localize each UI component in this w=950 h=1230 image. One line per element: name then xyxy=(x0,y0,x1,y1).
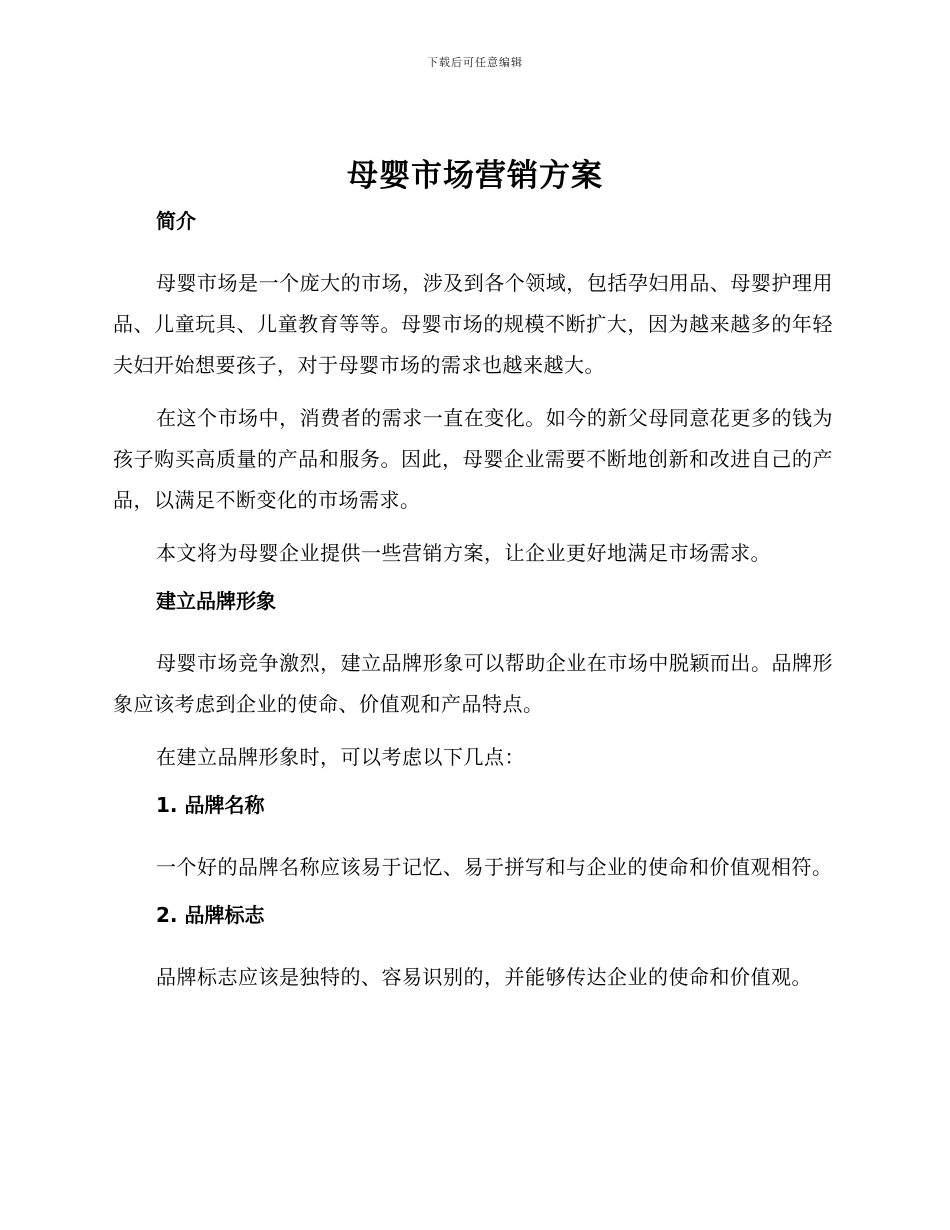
document-body xyxy=(113,206,833,998)
paragraph-brand-logo: 品牌标志应该是独特的、容易识别的，并能够传达企业的使命和价值观。 xyxy=(156,965,812,989)
paragraph-intro-3: 本文将为母婴企业提供一些营销方案，让企业更好地满足市场需求。 xyxy=(156,541,771,565)
document-title: 母婴市场营销方案 xyxy=(347,158,603,194)
paragraph-brand-1: 母婴市场竞争激烈，建立品牌形象可以帮助企业在市场中脱颖而出。品牌形象应该考虑到企业的使命、价值观和产品特点。 xyxy=(113,651,833,716)
paragraph-brand-2: 在建立品牌形象时，可以考虑以下几点： xyxy=(156,745,525,769)
section-heading-brand: 建立品牌形象 xyxy=(156,589,276,613)
subheading-brand-name: 1. 品牌名称 xyxy=(156,793,265,817)
paragraph-intro-1: 母婴市场是一个庞大的市场，涉及到各个领域，包括孕妇用品、母婴护理用品、儿童玩具、儿童教育等等。母婴市场的规模不断扩大，因为越来越多的年轻夫妇开始想要孩子，对于母婴市场的需求也越来越大。 xyxy=(113,271,833,377)
header-note: 下载后可任意编辑 xyxy=(427,56,523,69)
subheading-brand-logo: 2. 品牌标志 xyxy=(156,903,265,927)
section-heading-intro: 简介 xyxy=(156,209,196,233)
paragraph-intro-2: 在这个市场中，消费者的需求一直在变化。如今的新父母同意花更多的钱为孩子购买高质量的产品和服务。因此，母婴企业需要不断地创新和改进自己的产品，以满足不断变化的市场需求。 xyxy=(113,406,833,512)
paragraph-brand-name: 一个好的品牌名称应该易于记忆、易于拼写和与企业的使命和价值观相符。 xyxy=(156,855,833,879)
